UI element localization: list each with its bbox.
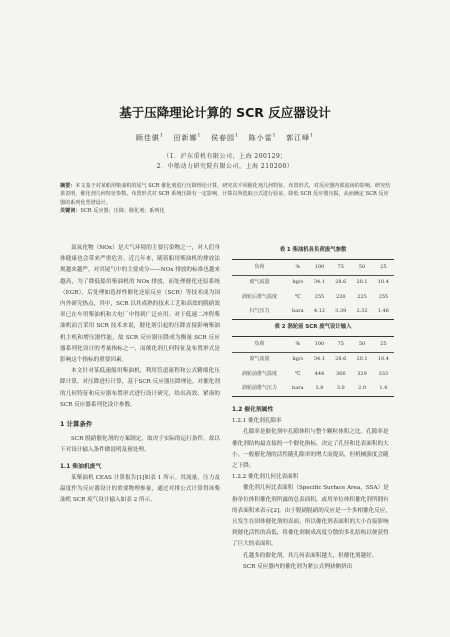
table-header-row	[232, 260, 394, 275]
table-cell: 扫气压力	[249, 307, 270, 314]
keywords-text: SCR 反应器；压降；催化剂；系列化	[80, 207, 165, 214]
subsubsection-heading: 1.2.2 催化剂几何比表面积	[232, 474, 299, 481]
table-cell: 25	[373, 260, 394, 275]
section-paragraph: 催化剂几何比表面积（Specific Surface Area，SSA）是指单位体积催化剂所露的总表面积，或用单位体积催化剂所拥有的表面积来表示[2]。由于脱硝脱硝的反应是一个多相催化反应，且发生在固体催化剂的表面，所以催化剂表面积的大小直接影响到催化活性的高低，将催化剂制成高度分散的多孔结构以便获得了巨大的表面积。	[232, 485, 391, 548]
table-cell: 34.1	[313, 356, 325, 363]
table-row	[232, 381, 394, 396]
table-caption: 表 1 柴油机各负荷废气参数	[279, 247, 347, 253]
abstract-block	[60, 182, 392, 215]
author-mark: 1	[235, 133, 239, 139]
table-cell: kg/s	[292, 279, 304, 286]
author-mark: 1	[272, 133, 277, 139]
abstract-text: 本文基于对某船用柴油机的尾气 SCR 催化剂进行压降理论计算，研究其不同催化剂几何特征、布置形式，对反应器内部流场的影响。研究结果表明，催化剂几何特征参数、布置形式对 SCR 系统压降有一定影响，计算以所选取公式进行验证，降低 SCR 反应器压损，从而确定 SCR 反应器的系列化型谱设计。	[60, 183, 391, 206]
table-cell: 34.1	[313, 279, 325, 286]
section-heading: 1 计算条件	[60, 420, 93, 429]
subsubsection-heading: 1.2.1 催化剂孔隙率	[232, 418, 282, 425]
table-2-block	[232, 322, 394, 397]
right-column-text	[232, 405, 394, 573]
table-cell: 329	[357, 370, 367, 377]
table-cell: 225	[357, 293, 367, 300]
table-caption: 表 2 涡轮前 SCR 废气设计输入	[274, 324, 352, 330]
section-paragraph: SCR 反应器内的催化剂为紧公式例袂侧挤出	[243, 563, 353, 570]
table-cell: 1.4	[379, 384, 388, 391]
table-cell: 100	[309, 260, 330, 275]
keywords-label: 关键词：	[60, 207, 81, 214]
table-cell: 255	[314, 293, 325, 300]
section-paragraph: SCR 脱硝催化剂的方案制定，取决于实际的运行条件，故以下对设计输入条件做说明及预处理。	[60, 436, 220, 454]
table-row	[232, 367, 394, 381]
abstract-label: 摘要：	[60, 183, 76, 189]
table-cell: 2.0	[358, 384, 366, 391]
table-cell: 366	[335, 370, 346, 377]
paper-title: 基于压降理论计算的 SCR 反应器设计	[119, 105, 331, 120]
author-name: 侯春园	[211, 134, 236, 142]
author-line	[0, 133, 450, 143]
table-cell: 负荷	[232, 337, 287, 352]
author-name: 陈小雷	[248, 134, 273, 142]
intro-paragraph: 本文针对某低速船用柴油机，利用管道流程和公式精细化压降计算，对压降进行计算，基于SCR 反应器压降理论，对催化剂的几何特征和反应器布置形式进行设计研究，给出高效、紧凑的SCR 反应器系列化设计参数。	[60, 368, 220, 408]
table-row	[232, 304, 394, 319]
subsection-heading: 1.1 柴油机废气	[60, 463, 102, 470]
section-paragraph: 孔越多的催化剂，其几何表面积越大，但催化剂越好。	[243, 552, 378, 559]
table-2	[232, 336, 394, 397]
table-cell: %	[287, 260, 309, 275]
table-cell: 50	[351, 260, 372, 275]
author-mark: 1	[159, 133, 164, 139]
table-cell: 废气流量	[249, 279, 270, 286]
table-cell: 废气流量	[249, 356, 270, 363]
table-cell: 3.39	[335, 307, 347, 314]
author-name: 郭江峰	[286, 134, 311, 142]
intro-paragraph: 氮氧化物（NOx）是大气环境的主要污染物之一，对人们身体健康也会带来严重危害。近几年来，随着船用柴油机的排放法规越来越严，对其尾气中的主要成分——NOx 排放的标准也越来越高，为了降低船用柴油机的 NOx 排放，而处理催化还原系统（EGR），后处理如选择性催化还原反应（SCR）等技术成为国内外研究热点，其中，SCR 以其成熟的技术工艺和高效的脱硝效率已在车用柴油机和大电厂中得到广泛应用。对于低速二冲程柴油机而言采用 SCR 技术来说，催化剂引起的压降直接影响柴油机主机和增压器性能，故 SCR 反应器压降成为衡量 SCR 反应器系列化设计的考量指标之一，而催化剂几何特征及布置形式是影响这个指标的重要因素。	[60, 245, 220, 364]
table-cell: 1.46	[377, 307, 389, 314]
table-cell: bara	[292, 307, 304, 314]
table-row	[232, 352, 394, 367]
affiliation-line: （1．沪东重机有限公司，上海 200129；	[163, 153, 287, 160]
affiliation-line: 2．中船动力研究院有限公司，上海 210200）	[156, 163, 294, 170]
table-cell: 4.12	[313, 307, 325, 314]
table-cell: bara	[292, 384, 304, 391]
table-1-block	[232, 245, 394, 320]
author-name: 田新娜	[173, 134, 198, 142]
table-cell: ℃	[295, 293, 301, 300]
table-cell: 75	[330, 337, 351, 352]
subsection-heading: 1.2 催化剂属性	[232, 407, 274, 413]
table-cell: 负荷	[232, 260, 287, 275]
author-mark: 1	[310, 133, 315, 139]
table-cell: ℃	[295, 370, 301, 377]
table-cell: 28.6	[335, 279, 347, 286]
table-cell: 255	[378, 293, 389, 300]
table-cell: 333	[378, 370, 389, 377]
table-row	[232, 275, 394, 290]
table-1	[232, 259, 394, 320]
left-column	[60, 243, 220, 506]
section-paragraph: 某柴油机 CEAS 计算报告[1]如表 1 所示。其流量、压力及温度作为反应器设计的重要物理参量，通过对排公式计算得该柴油机 SCR 废气设计输入如表 2 所示。	[60, 474, 220, 504]
table-cell: 涡轮前排气温度	[241, 370, 277, 377]
table-cell: 25	[373, 337, 394, 352]
table-cell: 2.32	[356, 307, 368, 314]
table-cell: 100	[309, 337, 330, 352]
table-cell: 50	[351, 337, 372, 352]
table-cell: kg/s	[292, 356, 304, 363]
section-paragraph: 孔隙率是催化剂中孔隙体积与整个颗粒体积之比。孔隙率是催化剂结构最直接的一个催化指标，决定了孔径和比表面积的大小。一般催化剂的活性随孔隙率的增大而提高，但机械强度会随之下降。	[232, 429, 389, 470]
table-cell: 75	[330, 260, 351, 275]
table-row	[232, 290, 394, 304]
table-cell: 20.1	[356, 356, 368, 363]
author-mark: 1	[197, 133, 202, 139]
table-cell: 涡轮后排气温度	[241, 293, 277, 300]
table-cell: 20.1	[356, 279, 368, 286]
author-name: 顾佳骐	[135, 134, 160, 142]
table-cell: 3.0	[336, 384, 345, 391]
table-cell: 444	[314, 370, 325, 377]
table-cell: 3.8	[315, 384, 324, 391]
table-header-row	[232, 337, 394, 352]
table-cell: 10.4	[377, 279, 389, 286]
table-cell: 230	[335, 293, 346, 300]
table-cell: %	[287, 337, 309, 352]
table-cell: 10.4	[377, 356, 389, 363]
table-cell: 28.6	[335, 356, 347, 363]
table-cell: 涡轮前排气压力	[241, 384, 277, 391]
